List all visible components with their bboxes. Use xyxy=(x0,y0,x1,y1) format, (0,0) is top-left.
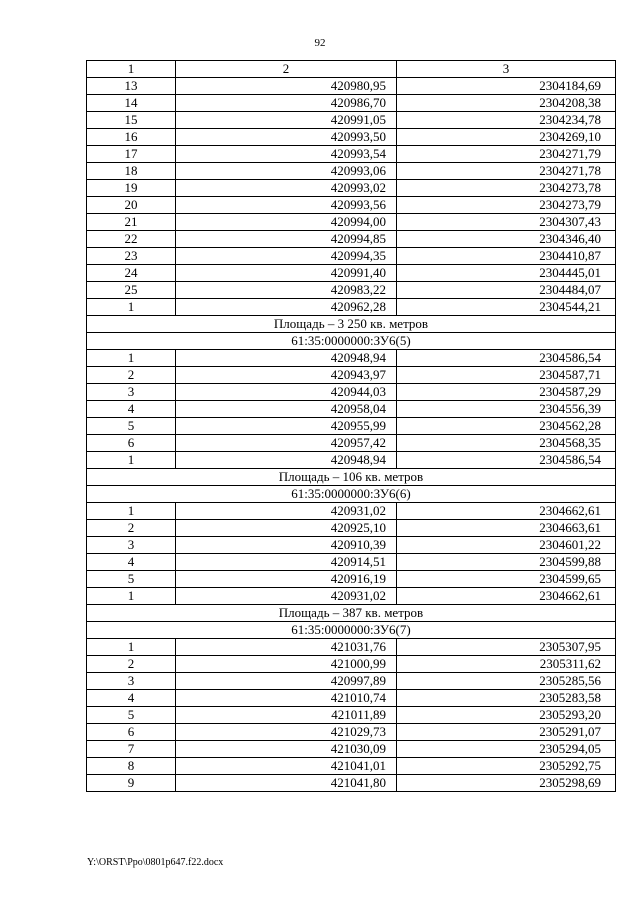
y-coordinate-cell: 2304346,40 xyxy=(397,231,616,248)
x-coordinate-cell: 420986,70 xyxy=(176,95,397,112)
point-number-cell: 21 xyxy=(87,214,176,231)
x-coordinate-cell: 420943,97 xyxy=(176,367,397,384)
table-row xyxy=(87,503,616,520)
table-row xyxy=(87,588,616,605)
table-row xyxy=(87,367,616,384)
y-coordinate-cell: 2304445,01 xyxy=(397,265,616,282)
y-coordinate-cell: 2304586,54 xyxy=(397,350,616,367)
table-row xyxy=(87,741,616,758)
x-coordinate-cell: 421041,80 xyxy=(176,775,397,792)
x-coordinate-cell: 420993,54 xyxy=(176,146,397,163)
point-number-cell: 3 xyxy=(87,673,176,690)
x-coordinate-cell: 420993,06 xyxy=(176,163,397,180)
point-number-cell: 2 xyxy=(87,367,176,384)
point-number-cell: 4 xyxy=(87,690,176,707)
x-coordinate-cell: 420994,85 xyxy=(176,231,397,248)
point-number-cell: 22 xyxy=(87,231,176,248)
table-row xyxy=(87,214,616,231)
section-label: Площадь – 387 кв. метров xyxy=(87,605,616,622)
table-row xyxy=(87,299,616,316)
point-number-cell: 1 xyxy=(87,503,176,520)
x-coordinate-cell: 420910,39 xyxy=(176,537,397,554)
point-number-cell: 1 xyxy=(87,452,176,469)
point-number-cell: 2 xyxy=(87,656,176,673)
x-coordinate-cell: 421011,89 xyxy=(176,707,397,724)
table-row xyxy=(87,282,616,299)
point-number-cell: 2 xyxy=(87,520,176,537)
section-label: Площадь – 3 250 кв. метров xyxy=(87,316,616,333)
x-coordinate-cell: 420994,00 xyxy=(176,214,397,231)
table-row xyxy=(87,673,616,690)
x-coordinate-cell: 420991,40 xyxy=(176,265,397,282)
point-number-cell: 17 xyxy=(87,146,176,163)
x-coordinate-cell: 421010,74 xyxy=(176,690,397,707)
point-number-cell: 25 xyxy=(87,282,176,299)
y-coordinate-cell: 2304568,35 xyxy=(397,435,616,452)
y-coordinate-cell: 2304587,71 xyxy=(397,367,616,384)
y-coordinate-cell: 2304544,21 xyxy=(397,299,616,316)
point-number-cell: 1 xyxy=(87,639,176,656)
point-number-cell: 24 xyxy=(87,265,176,282)
page-number: 92 xyxy=(314,37,326,49)
table-row xyxy=(87,775,616,792)
point-number-cell: 5 xyxy=(87,418,176,435)
table-row xyxy=(87,248,616,265)
section-row xyxy=(87,605,616,622)
header-cell-y: 3 xyxy=(397,61,616,78)
x-coordinate-cell: 420948,94 xyxy=(176,452,397,469)
x-coordinate-cell: 420914,51 xyxy=(176,554,397,571)
table-row xyxy=(87,418,616,435)
x-coordinate-cell: 420993,02 xyxy=(176,180,397,197)
table-row xyxy=(87,639,616,656)
point-number-cell: 20 xyxy=(87,197,176,214)
table-header-row xyxy=(87,61,616,78)
y-coordinate-cell: 2305285,56 xyxy=(397,673,616,690)
point-number-cell: 1 xyxy=(87,299,176,316)
x-coordinate-cell: 420962,28 xyxy=(176,299,397,316)
header-cell-number: 1 xyxy=(87,61,176,78)
table-row xyxy=(87,554,616,571)
y-coordinate-cell: 2305293,20 xyxy=(397,707,616,724)
point-number-cell: 4 xyxy=(87,554,176,571)
y-coordinate-cell: 2304663,61 xyxy=(397,520,616,537)
table-row xyxy=(87,231,616,248)
section-row xyxy=(87,316,616,333)
point-number-cell: 16 xyxy=(87,129,176,146)
x-coordinate-cell: 420948,94 xyxy=(176,350,397,367)
point-number-cell: 9 xyxy=(87,775,176,792)
x-coordinate-cell: 420944,03 xyxy=(176,384,397,401)
y-coordinate-cell: 2304599,65 xyxy=(397,571,616,588)
section-row xyxy=(87,622,616,639)
point-number-cell: 14 xyxy=(87,95,176,112)
y-coordinate-cell: 2304562,28 xyxy=(397,418,616,435)
x-coordinate-cell: 420931,02 xyxy=(176,503,397,520)
y-coordinate-cell: 2304586,54 xyxy=(397,452,616,469)
y-coordinate-cell: 2304307,43 xyxy=(397,214,616,231)
x-coordinate-cell: 420997,89 xyxy=(176,673,397,690)
point-number-cell: 1 xyxy=(87,588,176,605)
x-coordinate-cell: 420957,42 xyxy=(176,435,397,452)
point-number-cell: 5 xyxy=(87,707,176,724)
point-number-cell: 13 xyxy=(87,78,176,95)
section-label: 61:35:0000000:ЗУ6(6) xyxy=(87,486,616,503)
y-coordinate-cell: 2304662,61 xyxy=(397,588,616,605)
y-coordinate-cell: 2304234,78 xyxy=(397,112,616,129)
point-number-cell: 5 xyxy=(87,571,176,588)
x-coordinate-cell: 421029,73 xyxy=(176,724,397,741)
table-row xyxy=(87,758,616,775)
y-coordinate-cell: 2304556,39 xyxy=(397,401,616,418)
point-number-cell: 4 xyxy=(87,401,176,418)
table-row xyxy=(87,724,616,741)
x-coordinate-cell: 421031,76 xyxy=(176,639,397,656)
point-number-cell: 7 xyxy=(87,741,176,758)
point-number-cell: 23 xyxy=(87,248,176,265)
point-number-cell: 1 xyxy=(87,350,176,367)
y-coordinate-cell: 2304601,22 xyxy=(397,537,616,554)
table-row xyxy=(87,180,616,197)
x-coordinate-cell: 421000,99 xyxy=(176,656,397,673)
y-coordinate-cell: 2305311,62 xyxy=(397,656,616,673)
y-coordinate-cell: 2305283,58 xyxy=(397,690,616,707)
table-row xyxy=(87,197,616,214)
table-row xyxy=(87,265,616,282)
x-coordinate-cell: 420994,35 xyxy=(176,248,397,265)
point-number-cell: 19 xyxy=(87,180,176,197)
y-coordinate-cell: 2304662,61 xyxy=(397,503,616,520)
point-number-cell: 15 xyxy=(87,112,176,129)
x-coordinate-cell: 421030,09 xyxy=(176,741,397,758)
table-row xyxy=(87,146,616,163)
x-coordinate-cell: 420980,95 xyxy=(176,78,397,95)
x-coordinate-cell: 420983,22 xyxy=(176,282,397,299)
x-coordinate-cell: 420993,50 xyxy=(176,129,397,146)
y-coordinate-cell: 2305291,07 xyxy=(397,724,616,741)
y-coordinate-cell: 2305307,95 xyxy=(397,639,616,656)
x-coordinate-cell: 420931,02 xyxy=(176,588,397,605)
table-row xyxy=(87,112,616,129)
y-coordinate-cell: 2304271,79 xyxy=(397,146,616,163)
x-coordinate-cell: 421041,01 xyxy=(176,758,397,775)
table-row xyxy=(87,690,616,707)
section-row xyxy=(87,486,616,503)
y-coordinate-cell: 2305294,05 xyxy=(397,741,616,758)
x-coordinate-cell: 420916,19 xyxy=(176,571,397,588)
x-coordinate-cell: 420993,56 xyxy=(176,197,397,214)
section-label: 61:35:0000000:ЗУ6(5) xyxy=(87,333,616,350)
table-row xyxy=(87,384,616,401)
section-row xyxy=(87,333,616,350)
table-row xyxy=(87,707,616,724)
point-number-cell: 6 xyxy=(87,724,176,741)
table-row xyxy=(87,520,616,537)
y-coordinate-cell: 2304269,10 xyxy=(397,129,616,146)
x-coordinate-cell: 420955,99 xyxy=(176,418,397,435)
y-coordinate-cell: 2304410,87 xyxy=(397,248,616,265)
table-row xyxy=(87,537,616,554)
table-row xyxy=(87,78,616,95)
file-path-footer: Y:\ORST\Ppo\0801p647.f22.docx xyxy=(87,857,224,868)
y-coordinate-cell: 2304587,29 xyxy=(397,384,616,401)
y-coordinate-cell: 2304208,38 xyxy=(397,95,616,112)
section-label: Площадь – 106 кв. метров xyxy=(87,469,616,486)
table-row xyxy=(87,452,616,469)
table-row xyxy=(87,163,616,180)
x-coordinate-cell: 420925,10 xyxy=(176,520,397,537)
header-cell-x: 2 xyxy=(176,61,397,78)
point-number-cell: 3 xyxy=(87,537,176,554)
table-row xyxy=(87,656,616,673)
y-coordinate-cell: 2304273,79 xyxy=(397,197,616,214)
table-row xyxy=(87,129,616,146)
y-coordinate-cell: 2304484,07 xyxy=(397,282,616,299)
y-coordinate-cell: 2304273,78 xyxy=(397,180,616,197)
y-coordinate-cell: 2304184,69 xyxy=(397,78,616,95)
y-coordinate-cell: 2305292,75 xyxy=(397,758,616,775)
y-coordinate-cell: 2304599,88 xyxy=(397,554,616,571)
table-row xyxy=(87,95,616,112)
table-row xyxy=(87,571,616,588)
y-coordinate-cell: 2304271,78 xyxy=(397,163,616,180)
x-coordinate-cell: 420958,04 xyxy=(176,401,397,418)
point-number-cell: 8 xyxy=(87,758,176,775)
point-number-cell: 18 xyxy=(87,163,176,180)
y-coordinate-cell: 2305298,69 xyxy=(397,775,616,792)
section-label: 61:35:0000000:ЗУ6(7) xyxy=(87,622,616,639)
coordinates-table xyxy=(86,60,616,792)
point-number-cell: 6 xyxy=(87,435,176,452)
table-row xyxy=(87,350,616,367)
x-coordinate-cell: 420991,05 xyxy=(176,112,397,129)
table-row xyxy=(87,401,616,418)
table-row xyxy=(87,435,616,452)
section-row xyxy=(87,469,616,486)
point-number-cell: 3 xyxy=(87,384,176,401)
